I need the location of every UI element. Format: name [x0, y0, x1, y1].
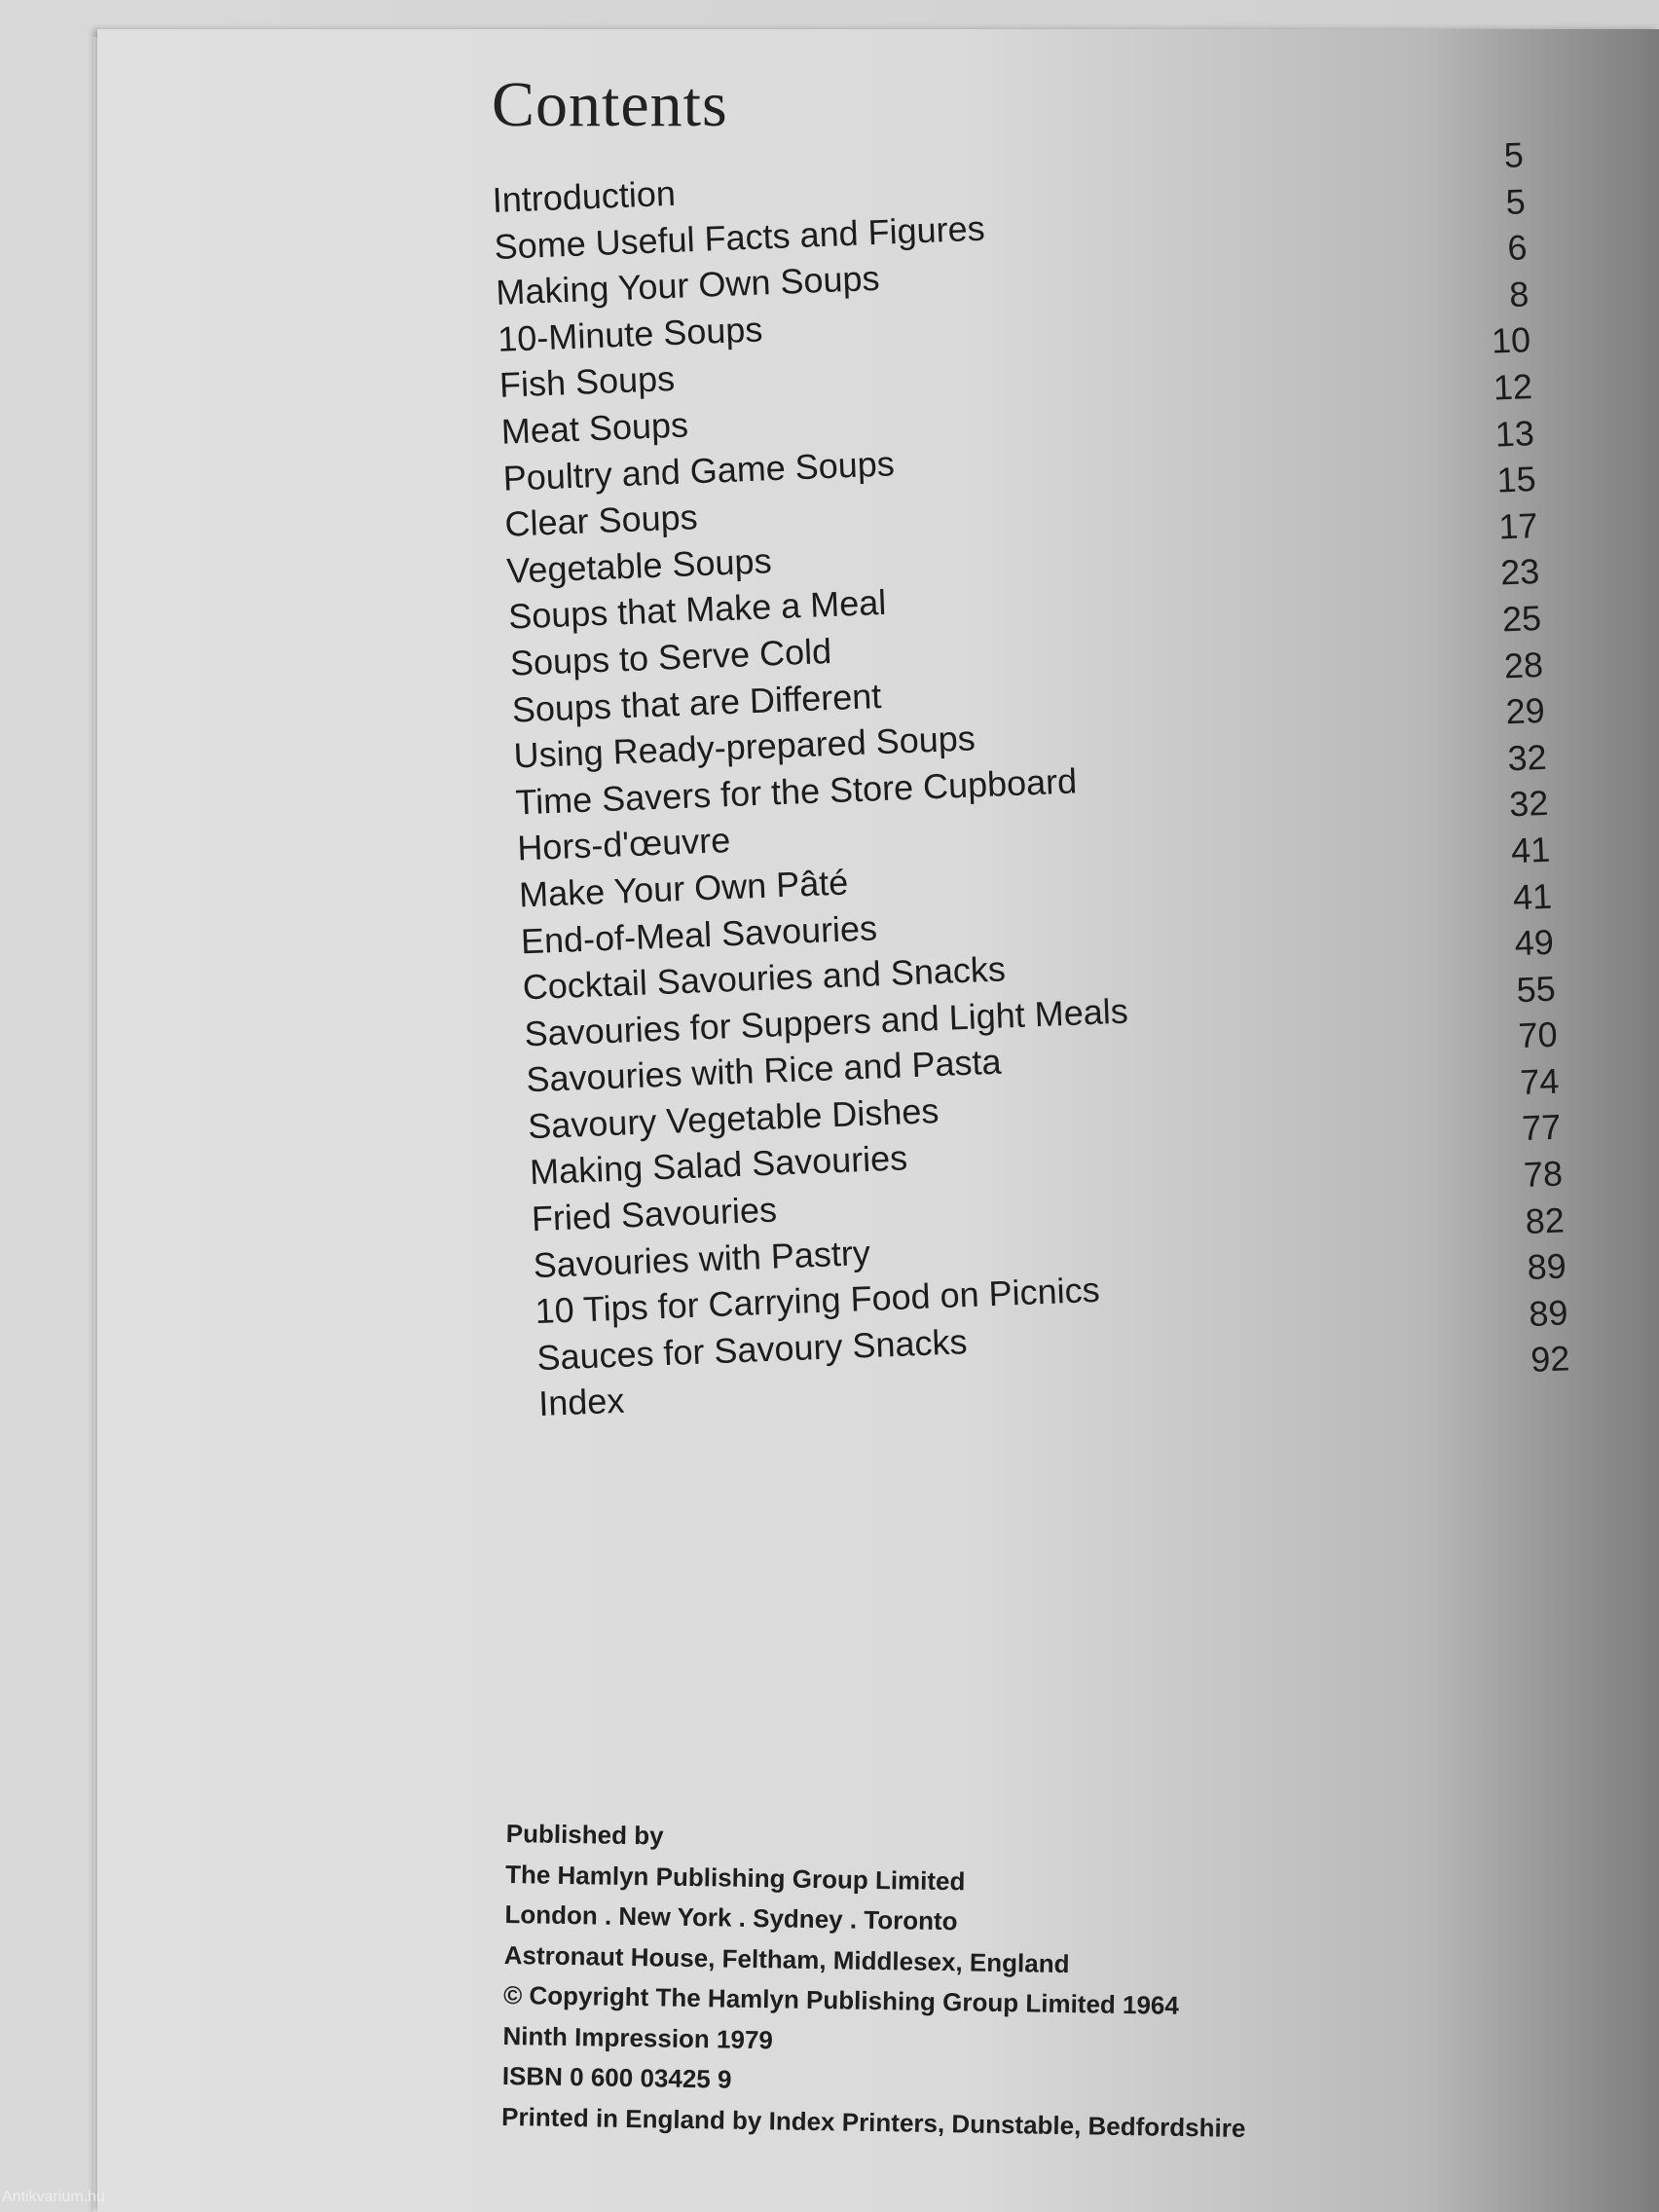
toc-entry-page: 82: [1524, 1199, 1566, 1241]
toc-entry-title: 10 Tips for Carrying Food on Picnics: [534, 1270, 1101, 1332]
toc-entry-title: Meat Soups: [500, 404, 689, 452]
toc-entry-title: Sauces for Savoury Snacks: [535, 1320, 969, 1378]
toc-entry-page: 41: [1512, 875, 1553, 917]
toc-entry-page: 77: [1521, 1107, 1562, 1149]
toc-entry-title: Hors-d'œuvre: [516, 820, 731, 868]
toc-entry-title: 10-Minute Soups: [497, 309, 764, 359]
toc-entry-page: 32: [1508, 783, 1550, 825]
toc-entry-title: Time Savers for the Store Cupboard: [514, 760, 1078, 823]
toc-entry-title: Savouries with Rice and Pasta: [525, 1041, 1003, 1100]
toc-entry-page: 6: [1506, 227, 1529, 269]
table-of-contents: [492, 134, 1571, 1430]
imprint-line: © Copyright The Hamlyn Publishing Group Limited 1964: [502, 1979, 1180, 2020]
toc-entry-title: Savouries with Pastry: [533, 1232, 871, 1285]
imprint-line: London . New York . Sydney . Toronto: [504, 1899, 958, 1936]
toc-entry-page: 41: [1510, 829, 1551, 871]
toc-entry-title: Using Ready-prepared Soups: [512, 718, 977, 776]
toc-entry-title: Introduction: [492, 172, 677, 220]
toc-entry-page: 13: [1493, 412, 1535, 455]
toc-entry-title: Making Salad Savouries: [529, 1137, 908, 1193]
toc-entry-page: 10: [1491, 319, 1531, 362]
toc-entry-title: Soups that Make a Meal: [507, 582, 887, 637]
toc-entry-title: Some Useful Facts and Figures: [493, 207, 986, 267]
toc-entry-title: Make Your Own Pâté: [518, 862, 849, 915]
toc-entry-page: 17: [1497, 504, 1539, 547]
toc-entry-page: 49: [1514, 921, 1555, 964]
toc-entry-title: Clear Soups: [503, 497, 699, 544]
toc-entry-title: Soups to Serve Cold: [509, 630, 832, 683]
toc-entry-title: Index: [537, 1381, 626, 1424]
toc-entry-page: 25: [1501, 597, 1542, 640]
toc-entry-page: 5: [1502, 134, 1525, 176]
toc-entry-title: Soups that are Different: [511, 675, 882, 730]
toc-entry-title: Savouries for Suppers and Light Meals: [523, 990, 1129, 1054]
toc-entry-page: 55: [1515, 968, 1557, 1010]
toc-entry-page: 70: [1517, 1014, 1559, 1056]
toc-entry-page: 89: [1526, 1245, 1567, 1288]
toc-entry-page: 23: [1499, 551, 1541, 593]
toc-entry-page: 92: [1530, 1338, 1571, 1381]
toc-entry-title: Making Your Own Soups: [495, 257, 881, 313]
toc-entry-page: 8: [1508, 273, 1530, 314]
toc-entry-title: Fried Savouries: [531, 1189, 778, 1239]
toc-entry-title: Cocktail Savouries and Snacks: [522, 948, 1007, 1008]
imprint-line: Published by: [505, 1819, 664, 1851]
toc-entry-page: 32: [1506, 736, 1548, 779]
page-title: Contents: [492, 69, 728, 140]
toc-entry-title: Fish Soups: [498, 358, 676, 406]
watermark: Antikvarium.hu: [2, 2189, 105, 2205]
toc-entry-page: 15: [1495, 459, 1537, 500]
publisher-imprint: [501, 1819, 1382, 2156]
toc-entry-page: 89: [1528, 1292, 1569, 1334]
imprint-line: Ninth Impression 1979: [502, 2020, 774, 2054]
toc-entry-page: 29: [1504, 690, 1546, 732]
toc-entry-title: Savoury Vegetable Dishes: [527, 1089, 940, 1147]
toc-entry-title: End-of-Meal Savouries: [520, 906, 878, 961]
toc-entry-title: Vegetable Soups: [505, 540, 773, 591]
toc-entry-page: 78: [1523, 1153, 1564, 1196]
toc-entry-page: 28: [1503, 644, 1544, 685]
imprint-line: The Hamlyn Publishing Group Limited: [504, 1859, 966, 1896]
imprint-line: Printed in England by Index Printers, Dunstable, Bedfordshire: [500, 2101, 1246, 2143]
toc-entry-title: Poultry and Game Soups: [501, 442, 896, 498]
toc-entry-page: 74: [1519, 1060, 1561, 1102]
imprint-line: ISBN 0 600 03425 9: [501, 2060, 732, 2094]
toc-entry-page: 5: [1504, 180, 1527, 222]
imprint-line: Astronaut House, Feltham, Middlesex, England: [503, 1939, 1070, 1978]
toc-entry-page: 12: [1493, 366, 1533, 408]
